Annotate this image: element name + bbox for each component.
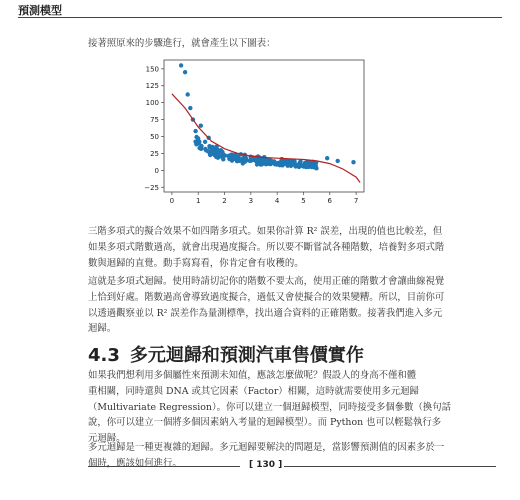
y-tick-label: 0 bbox=[154, 166, 159, 175]
data-point bbox=[278, 162, 282, 166]
x-tick-label: 7 bbox=[353, 197, 359, 205]
p3-line: 元迴歸。 bbox=[88, 433, 126, 445]
p1-line: 三階多項式的擬合效果不如四階多項式。如果你計算 R² 誤差，出現的值也比較差，但 bbox=[88, 226, 443, 237]
y-tick-label: 75 bbox=[150, 116, 159, 125]
p2-line: 迴歸。 bbox=[88, 323, 117, 335]
intro-text bbox=[88, 36, 496, 52]
p2-line: 這就是多項式迴歸。使用時請切記你的階數不要太高，使用正確的階數才會讓曲線視覺 bbox=[88, 276, 445, 287]
data-point bbox=[183, 70, 187, 74]
polynomial-fit-chart bbox=[130, 56, 370, 208]
data-point bbox=[199, 124, 203, 128]
data-point bbox=[336, 159, 340, 163]
x-tick-label: 5 bbox=[301, 197, 306, 205]
p1-line: 如果多項式階數過高，就會出現過度擬合。所以要不斷嘗試各種階數，培養對多項式階 bbox=[88, 241, 445, 253]
data-point bbox=[193, 129, 197, 133]
footer-rule-right bbox=[282, 466, 496, 467]
p3-line: 如果我們想利用多個屬性來預測未知值，應該怎麼做呢？假設人的身高不僅和體 bbox=[88, 370, 417, 381]
data-point bbox=[179, 63, 183, 67]
data-point bbox=[236, 155, 240, 159]
data-point bbox=[221, 153, 225, 157]
p3-line: （Multivariate Regression）。你可以建立一個迴歸模型，同時接受多個參數（換句話 bbox=[88, 401, 452, 413]
data-point bbox=[188, 106, 192, 110]
paragraph-1 bbox=[88, 224, 496, 271]
p1-line: 數與迴歸的直覺。動手寫寫看，你肯定會有收穫的。 bbox=[88, 257, 304, 269]
data-point bbox=[298, 159, 302, 163]
data-point bbox=[243, 159, 247, 163]
p2-line: 上恰到好處。階數過高會導致過度擬合，過低又會使擬合的效果變糟。所以，目前你可 bbox=[88, 291, 445, 303]
data-point bbox=[266, 158, 270, 162]
section-number: 4.3 bbox=[88, 345, 120, 366]
data-point bbox=[231, 157, 235, 161]
data-point bbox=[206, 149, 210, 153]
y-tick-label: 150 bbox=[145, 65, 159, 74]
p4-line: 多元迴歸是一種更複雜的迴歸。多元迴歸要解決的問題是，當影響預測值的因素多於一 bbox=[88, 442, 445, 453]
footer-rule-left bbox=[88, 466, 240, 467]
data-point bbox=[186, 92, 190, 96]
x-tick-label: 1 bbox=[195, 197, 201, 205]
data-point bbox=[195, 141, 199, 145]
data-point bbox=[306, 163, 310, 167]
data-point bbox=[235, 159, 239, 163]
y-tick-label: 125 bbox=[145, 82, 159, 91]
x-tick-label: 3 bbox=[248, 197, 254, 205]
data-point bbox=[301, 164, 305, 168]
data-point bbox=[290, 162, 294, 166]
page-number: [ 130 ] bbox=[249, 460, 283, 470]
p2-line: 以透過觀察並以 R² 誤差作為量測標準，找出適合資料的正確階數。接著我們進入多元 bbox=[88, 307, 443, 319]
section-heading bbox=[88, 341, 364, 367]
section-title: 多元迴歸和預測汽車售價實作 bbox=[129, 345, 364, 366]
y-tick-label: 25 bbox=[150, 149, 159, 158]
x-tick-label: 4 bbox=[274, 197, 280, 205]
x-tick-label: 6 bbox=[327, 197, 333, 205]
plot-area bbox=[164, 60, 364, 192]
x-axis bbox=[170, 192, 359, 205]
header-rule bbox=[18, 17, 502, 18]
data-point bbox=[221, 157, 225, 161]
paragraph-2 bbox=[88, 274, 496, 337]
intro-line: 接著照原來的步驟進行，就會產生以下圖表： bbox=[88, 38, 276, 49]
data-point bbox=[211, 147, 215, 151]
x-tick-label: 2 bbox=[222, 197, 227, 205]
paragraph-3 bbox=[88, 368, 496, 447]
x-tick-label: 0 bbox=[169, 197, 175, 205]
y-axis bbox=[144, 65, 164, 191]
running-header: 預測模型 bbox=[18, 4, 62, 17]
data-point bbox=[203, 140, 207, 144]
data-point bbox=[325, 156, 329, 160]
y-tick-label: −25 bbox=[144, 183, 159, 192]
p3-line: 重相關，同時還與 DNA 或其它因素（Factor）相關，這時就需要使用多元迴歸 bbox=[88, 385, 419, 397]
y-tick-label: 100 bbox=[145, 99, 159, 108]
data-point bbox=[196, 136, 200, 140]
p4-line: 個時，應該如何進行。 bbox=[88, 457, 182, 469]
data-point bbox=[351, 160, 355, 164]
data-point bbox=[216, 152, 220, 156]
p3-line: 說，你可以建立一個將多個因素納入考量的迴歸模型）。而 Python 也可以輕鬆執行多 bbox=[88, 417, 442, 429]
data-point bbox=[258, 158, 262, 162]
data-point bbox=[199, 147, 203, 151]
y-tick-label: 50 bbox=[150, 132, 159, 141]
